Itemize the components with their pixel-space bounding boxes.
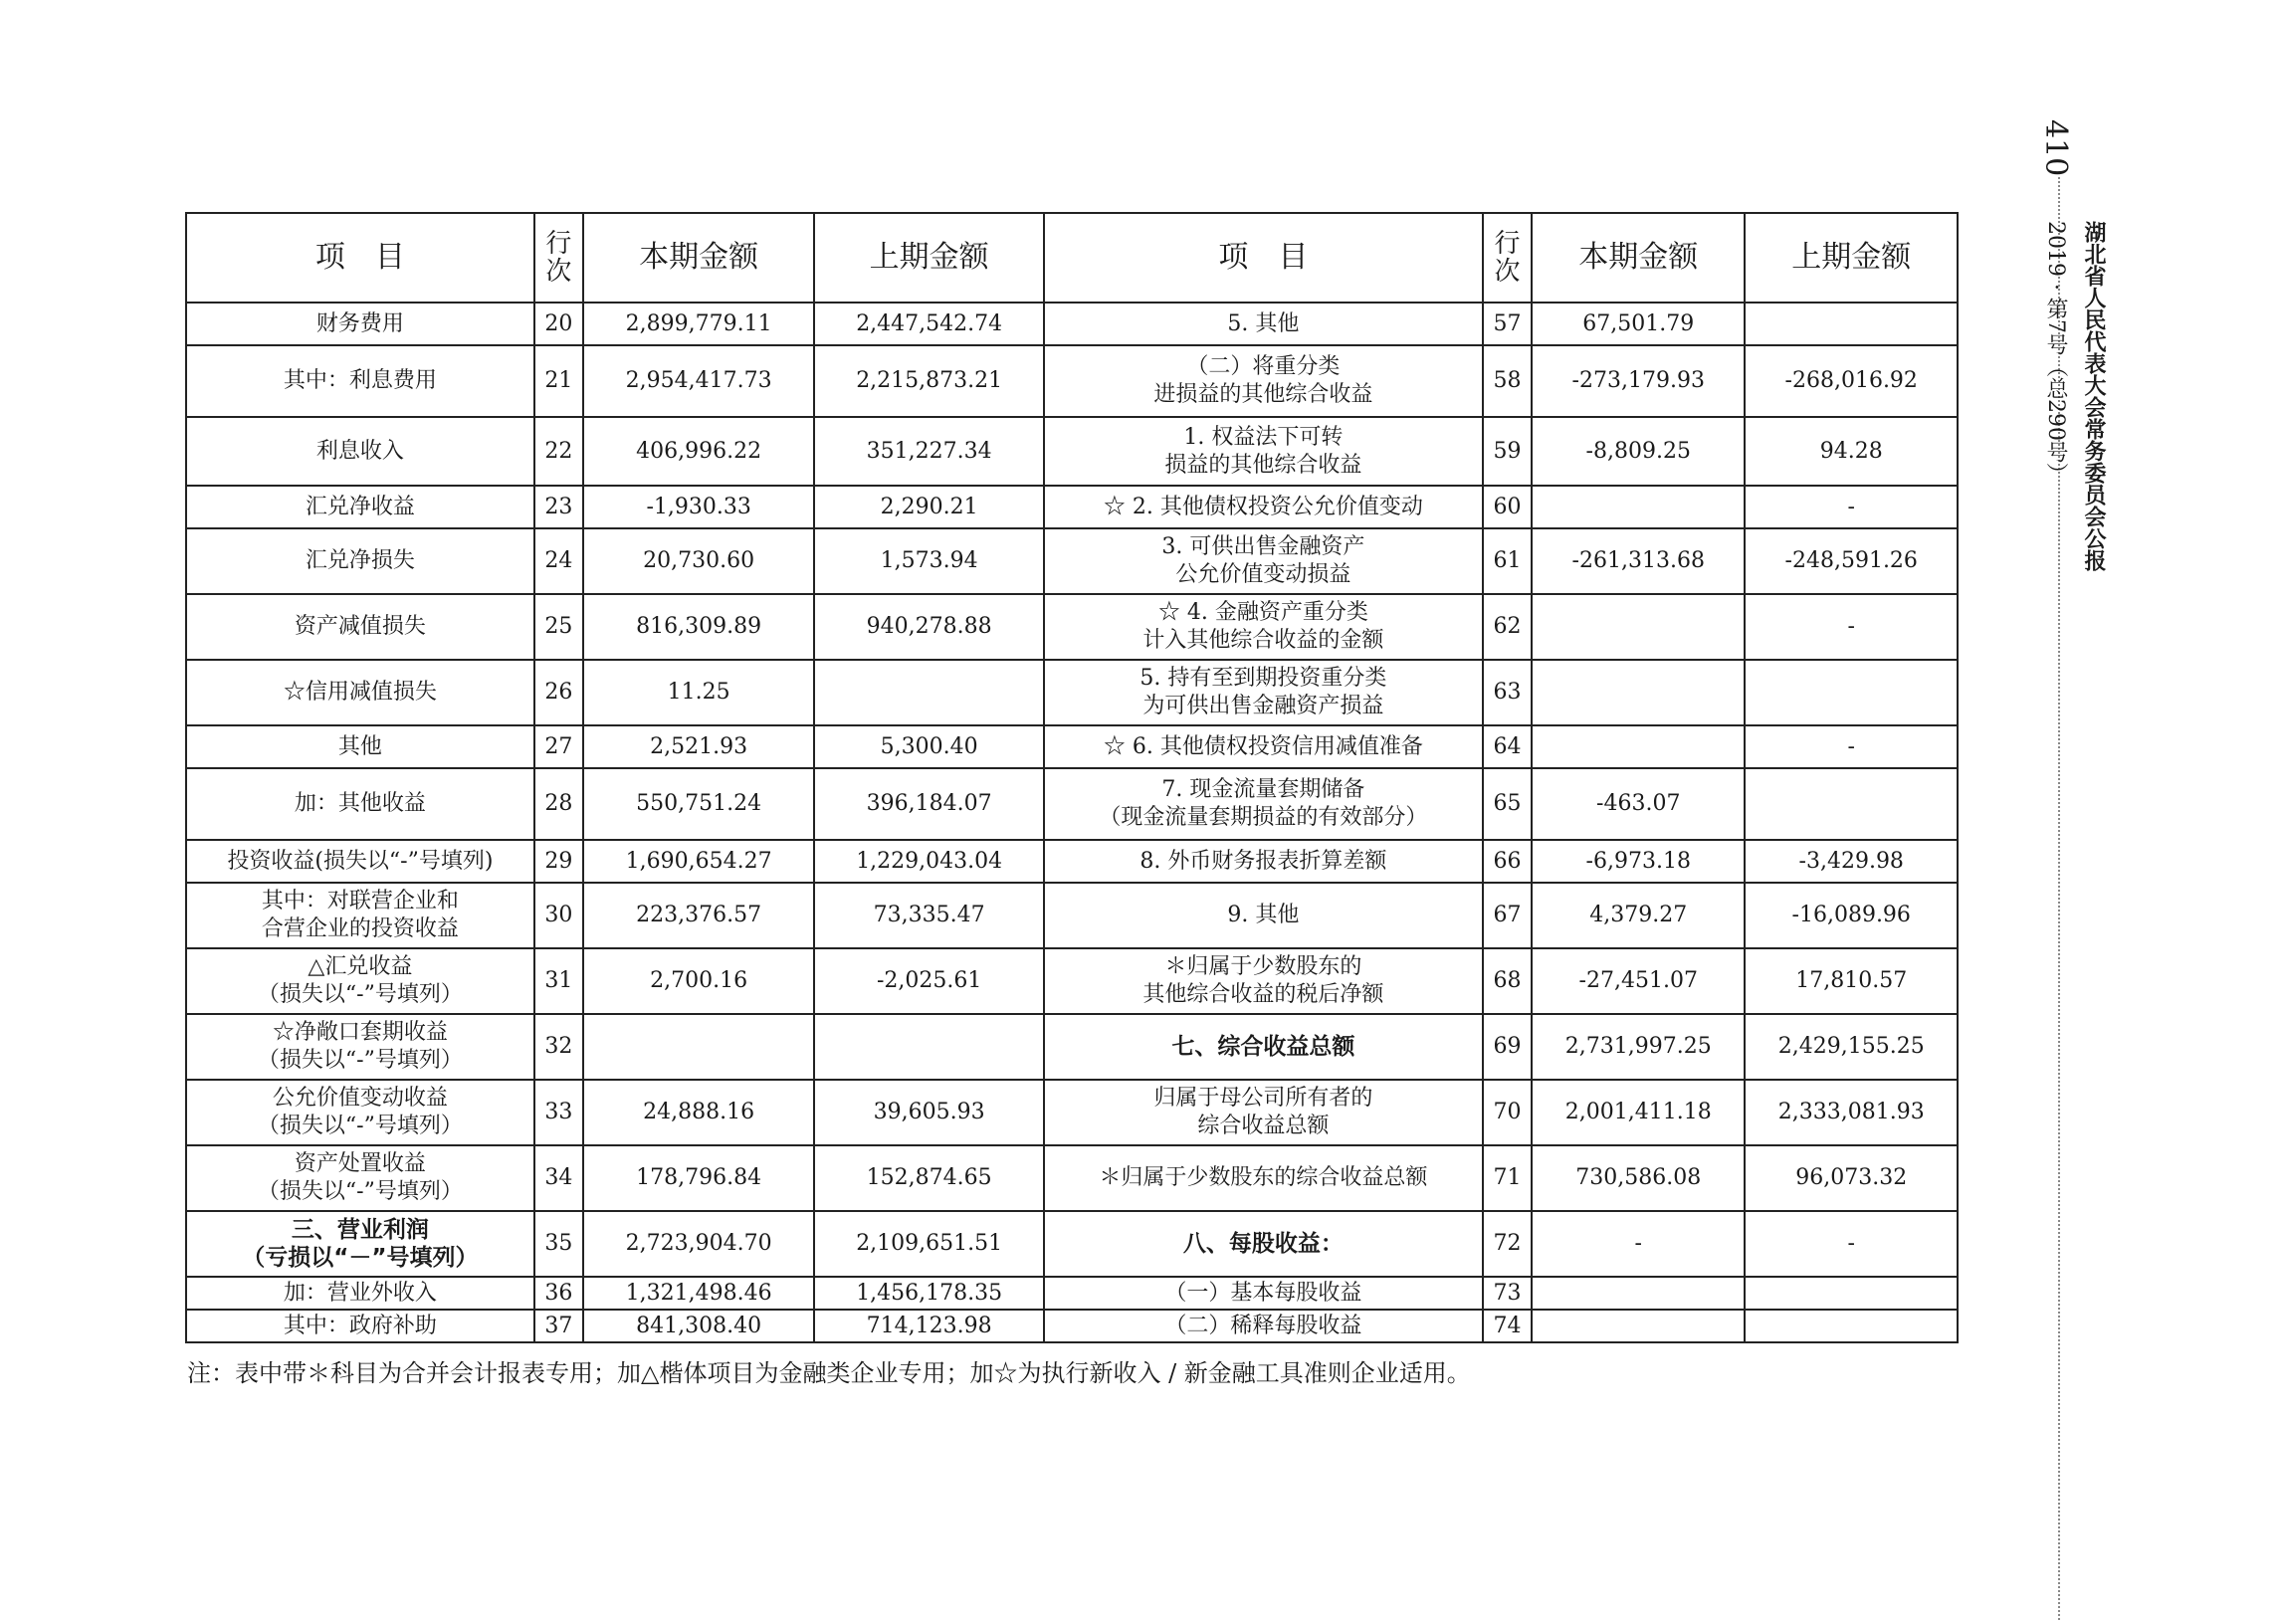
cell-previous-left: 152,874.65 [814, 1145, 1044, 1211]
cell-previous-right: -16,089.96 [1745, 883, 1958, 948]
cell-previous-right [1745, 303, 1958, 345]
cell-previous-left [814, 1014, 1044, 1080]
cell-previous-left: 2,215,873.21 [814, 345, 1044, 417]
cell-row-no-left: 34 [534, 1145, 583, 1211]
cell-item-right: ☆ 6. 其他债权投资信用减值准备 [1044, 725, 1483, 768]
cell-previous-left: 2,109,651.51 [814, 1211, 1044, 1277]
cell-current-right: 2,731,997.25 [1532, 1014, 1745, 1080]
cell-row-no-right: 69 [1483, 1014, 1532, 1080]
cell-previous-left: -2,025.61 [814, 948, 1044, 1014]
table-row [186, 345, 1958, 417]
cell-item-right: 5. 持有至到期投资重分类 为可供出售金融资产损益 [1044, 660, 1483, 725]
cell-previous-left: 940,278.88 [814, 594, 1044, 660]
cell-previous-left: 714,123.98 [814, 1310, 1044, 1342]
cell-item-right: 8. 外币财务报表折算差额 [1044, 840, 1483, 883]
cell-current-left: 2,954,417.73 [583, 345, 815, 417]
cell-row-no-left: 31 [534, 948, 583, 1014]
cell-current-right [1532, 725, 1745, 768]
cell-row-no-right: 61 [1483, 528, 1532, 594]
cell-row-no-left: 28 [534, 768, 583, 840]
cell-current-right: -273,179.93 [1532, 345, 1745, 417]
cell-row-no-left: 32 [534, 1014, 583, 1080]
cell-previous-right: - [1745, 594, 1958, 660]
table-row [186, 303, 1958, 345]
cell-previous-right: -268,016.92 [1745, 345, 1958, 417]
cell-row-no-right: 64 [1483, 725, 1532, 768]
income-statement-table [185, 212, 1959, 1343]
table-row [186, 725, 1958, 768]
cell-previous-left: 39,605.93 [814, 1080, 1044, 1145]
cell-item-right: 归属于母公司所有者的 综合收益总额 [1044, 1080, 1483, 1145]
cell-current-right: -463.07 [1532, 768, 1745, 840]
cell-row-no-right: 67 [1483, 883, 1532, 948]
cell-previous-left: 73,335.47 [814, 883, 1044, 948]
col-header-row-no-left: 行次 [534, 213, 583, 303]
cell-row-no-right: 63 [1483, 660, 1532, 725]
cell-previous-left [814, 660, 1044, 725]
col-header-current-left: 本期金额 [583, 213, 815, 303]
cell-previous-right: 17,810.57 [1745, 948, 1958, 1014]
cell-row-no-right: 65 [1483, 768, 1532, 840]
table-row [186, 417, 1958, 486]
cell-row-no-left: 37 [534, 1310, 583, 1342]
cell-current-left: 178,796.84 [583, 1145, 815, 1211]
cell-previous-right: 2,333,081.93 [1745, 1080, 1958, 1145]
cell-previous-right [1745, 768, 1958, 840]
cell-row-no-right: 62 [1483, 594, 1532, 660]
cell-item-right: 3. 可供出售金融资产 公允价值变动损益 [1044, 528, 1483, 594]
cell-current-right: -261,313.68 [1532, 528, 1745, 594]
cell-item-left: 汇兑净损失 [186, 528, 534, 594]
cell-previous-right [1745, 1277, 1958, 1310]
col-header-item-left: 项 目 [186, 213, 534, 303]
cell-item-left: 财务费用 [186, 303, 534, 345]
table-row [186, 768, 1958, 840]
cell-previous-left: 1,456,178.35 [814, 1277, 1044, 1310]
table-row [186, 1145, 1958, 1211]
cell-current-right: -6,973.18 [1532, 840, 1745, 883]
cell-row-no-right: 58 [1483, 345, 1532, 417]
cell-previous-left: 2,447,542.74 [814, 303, 1044, 345]
cell-current-right [1532, 1310, 1745, 1342]
cell-item-right: 7. 现金流量套期储备 （现金流量套期损益的有效部分） [1044, 768, 1483, 840]
cell-row-no-left: 25 [534, 594, 583, 660]
cell-row-no-left: 23 [534, 486, 583, 528]
cell-current-right: -8,809.25 [1532, 417, 1745, 486]
cell-row-no-left: 30 [534, 883, 583, 948]
cell-current-right: 2,001,411.18 [1532, 1080, 1745, 1145]
cell-current-left: 2,521.93 [583, 725, 815, 768]
cell-row-no-left: 35 [534, 1211, 583, 1277]
cell-item-left: 投资收益(损失以“-”号填列) [186, 840, 534, 883]
cell-current-right: -27,451.07 [1532, 948, 1745, 1014]
cell-current-left: 550,751.24 [583, 768, 815, 840]
cell-current-right: 4,379.27 [1532, 883, 1745, 948]
journal-title: 湖北省人民代表大会常务委员会公报 [2081, 221, 2106, 571]
col-header-previous-right: 上期金额 [1745, 213, 1958, 303]
cell-item-left: ☆净敞口套期收益 （损失以“-”号填列） [186, 1014, 534, 1080]
table-row [186, 1310, 1958, 1342]
cell-item-left: 汇兑净收益 [186, 486, 534, 528]
cell-previous-left: 1,229,043.04 [814, 840, 1044, 883]
table-row [186, 883, 1958, 948]
cell-row-no-right: 70 [1483, 1080, 1532, 1145]
table-row [186, 1014, 1958, 1080]
cell-item-left: 资产减值损失 [186, 594, 534, 660]
cell-item-left: 资产处置收益 （损失以“-”号填列） [186, 1145, 534, 1211]
table-row [186, 840, 1958, 883]
cell-previous-right: - [1745, 1211, 1958, 1277]
cell-row-no-left: 22 [534, 417, 583, 486]
cell-current-left [583, 1014, 815, 1080]
cell-item-right: 9. 其他 [1044, 883, 1483, 948]
table-row [186, 486, 1958, 528]
cell-row-no-left: 20 [534, 303, 583, 345]
cell-current-left: 816,309.89 [583, 594, 815, 660]
issue-label: 2019 · 第7号（总290号） [2043, 221, 2068, 485]
cell-previous-right [1745, 1310, 1958, 1342]
table-row [186, 528, 1958, 594]
cell-item-right: 八、每股收益： [1044, 1211, 1483, 1277]
cell-item-left: ☆信用减值损失 [186, 660, 534, 725]
cell-item-left: 加：其他收益 [186, 768, 534, 840]
cell-current-right [1532, 594, 1745, 660]
cell-row-no-right: 72 [1483, 1211, 1532, 1277]
cell-previous-right: 94.28 [1745, 417, 1958, 486]
cell-previous-left: 396,184.07 [814, 768, 1044, 840]
cell-row-no-right: 57 [1483, 303, 1532, 345]
table-header-row [186, 213, 1958, 303]
cell-current-left: 841,308.40 [583, 1310, 815, 1342]
cell-current-right [1532, 660, 1745, 725]
table-row [186, 594, 1958, 660]
cell-item-left: 其中：对联营企业和 合营企业的投资收益 [186, 883, 534, 948]
cell-previous-right: 96,073.32 [1745, 1145, 1958, 1211]
cell-previous-left: 5,300.40 [814, 725, 1044, 768]
cell-item-left: 利息收入 [186, 417, 534, 486]
cell-item-right: （一）基本每股收益 [1044, 1277, 1483, 1310]
cell-current-right: 67,501.79 [1532, 303, 1745, 345]
cell-item-right: ☆ 4. 金融资产重分类 计入其他综合收益的金额 [1044, 594, 1483, 660]
cell-current-right [1532, 1277, 1745, 1310]
cell-current-left: 11.25 [583, 660, 815, 725]
cell-item-left: 三、营业利润 （亏损以“－”号填列） [186, 1211, 534, 1277]
cell-row-no-right: 59 [1483, 417, 1532, 486]
cell-item-right: ☆ 2. 其他债权投资公允价值变动 [1044, 486, 1483, 528]
cell-current-left: 2,700.16 [583, 948, 815, 1014]
cell-item-right: ＊归属于少数股东的 其他综合收益的税后净额 [1044, 948, 1483, 1014]
cell-item-right: 1. 权益法下可转 损益的其他综合收益 [1044, 417, 1483, 486]
cell-current-left: -1,930.33 [583, 486, 815, 528]
cell-row-no-left: 36 [534, 1277, 583, 1310]
cell-item-right: 七、综合收益总额 [1044, 1014, 1483, 1080]
cell-previous-right: - [1745, 486, 1958, 528]
cell-row-no-left: 33 [534, 1080, 583, 1145]
cell-row-no-left: 29 [534, 840, 583, 883]
table-row [186, 1277, 1958, 1310]
cell-current-right [1532, 486, 1745, 528]
col-header-row-no-right: 行次 [1483, 213, 1532, 303]
cell-item-left: 其中：利息费用 [186, 345, 534, 417]
cell-row-no-right: 71 [1483, 1145, 1532, 1211]
table-row [186, 660, 1958, 725]
cell-previous-right: - [1745, 725, 1958, 768]
cell-previous-right: -248,591.26 [1745, 528, 1958, 594]
cell-item-right: （二）将重分类 进损益的其他综合收益 [1044, 345, 1483, 417]
cell-item-left: 加：营业外收入 [186, 1277, 534, 1310]
cell-item-left: 其中：政府补助 [186, 1310, 534, 1342]
cell-item-left: 其他 [186, 725, 534, 768]
cell-row-no-right: 60 [1483, 486, 1532, 528]
cell-current-left: 2,723,904.70 [583, 1211, 815, 1277]
col-header-previous-left: 上期金额 [814, 213, 1044, 303]
cell-current-left: 2,899,779.11 [583, 303, 815, 345]
cell-current-right: 730,586.08 [1532, 1145, 1745, 1211]
cell-current-left: 1,690,654.27 [583, 840, 815, 883]
table-row [186, 1080, 1958, 1145]
cell-item-right: （二）稀释每股收益 [1044, 1310, 1483, 1342]
table-row [186, 948, 1958, 1014]
cell-row-no-left: 24 [534, 528, 583, 594]
cell-row-no-left: 26 [534, 660, 583, 725]
cell-row-no-left: 21 [534, 345, 583, 417]
cell-item-left: △汇兑收益 （损失以“-”号填列） [186, 948, 534, 1014]
cell-previous-left: 351,227.34 [814, 417, 1044, 486]
cell-previous-left: 2,290.21 [814, 486, 1044, 528]
cell-row-no-right: 66 [1483, 840, 1532, 883]
col-header-item-right: 项 目 [1044, 213, 1483, 303]
cell-current-right: - [1532, 1211, 1745, 1277]
cell-row-no-right: 68 [1483, 948, 1532, 1014]
cell-previous-right: 2,429,155.25 [1745, 1014, 1958, 1080]
cell-previous-left: 1,573.94 [814, 528, 1044, 594]
table-row [186, 1211, 1958, 1277]
cell-row-no-right: 73 [1483, 1277, 1532, 1310]
table-footnote: 注：表中带＊科目为合并会计报表专用；加△楷体项目为金融类企业专用；加☆为执行新收入 / 新金融工具准则企业适用。 [187, 1359, 1471, 1387]
cell-item-left: 公允价值变动收益 （损失以“-”号填列） [186, 1080, 534, 1145]
cell-item-right: 5. 其他 [1044, 303, 1483, 345]
cell-item-right: ＊归属于少数股东的综合收益总额 [1044, 1145, 1483, 1211]
cell-previous-right [1745, 660, 1958, 725]
cell-current-left: 223,376.57 [583, 883, 815, 948]
cell-current-left: 406,996.22 [583, 417, 815, 486]
page-number: 410 [2038, 119, 2073, 177]
cell-current-left: 24,888.16 [583, 1080, 815, 1145]
cell-row-no-left: 27 [534, 725, 583, 768]
cell-current-left: 20,730.60 [583, 528, 815, 594]
cell-row-no-right: 74 [1483, 1310, 1532, 1342]
cell-previous-right: -3,429.98 [1745, 840, 1958, 883]
col-header-current-right: 本期金额 [1532, 213, 1745, 303]
cell-current-left: 1,321,498.46 [583, 1277, 815, 1310]
